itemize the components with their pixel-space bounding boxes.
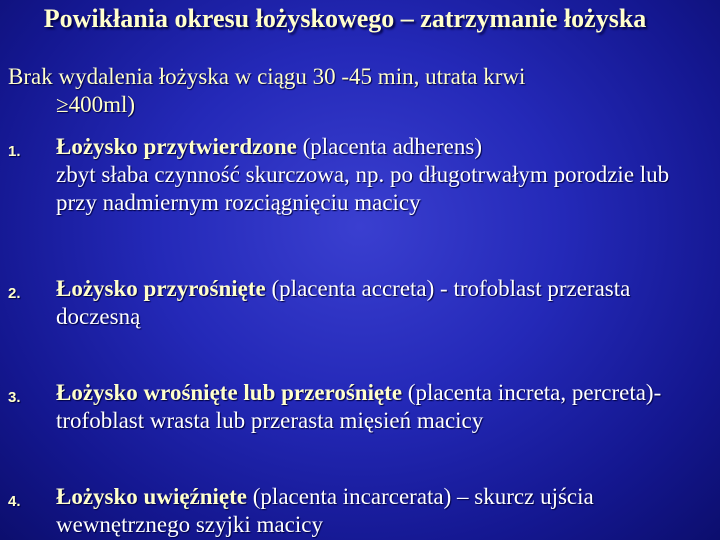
list-item-heading xyxy=(56,379,708,435)
list-item-rest: (placenta increta, percreta)- trofoblast wrasta lub przerasta mięsień macicy xyxy=(56,380,662,433)
list-item-bold: Łożysko uwięźnięte xyxy=(56,484,248,509)
list-item-rest: (placenta adherens) xyxy=(296,134,482,159)
intro-line-2: ≥400ml) xyxy=(56,92,136,117)
list-item-heading xyxy=(56,133,708,161)
list-item-3 xyxy=(8,379,708,435)
intro-line-1: Brak wydalenia łożyska w ciągu 30 -45 min, utrata krwi xyxy=(8,64,526,89)
list-item-2 xyxy=(8,275,708,331)
list-item-bold: Łożysko wrośnięte lub przerośnięte xyxy=(56,380,403,405)
list-item-1 xyxy=(8,133,708,217)
list-item-bold: Łożysko przytwierdzone xyxy=(56,134,297,159)
list-item-rest: (placenta accreta) - trofoblast przerasta doczesną xyxy=(56,276,631,329)
list-item-bold: Łożysko przyrośnięte xyxy=(56,276,266,301)
list-item-heading xyxy=(56,483,708,539)
list-item-4 xyxy=(8,483,708,539)
list-number: 3. xyxy=(8,389,21,406)
list-number: 1. xyxy=(8,143,21,160)
intro-text xyxy=(8,63,708,119)
slide-title: Powikłania okresu łożyskowego – zatrzymanie łożyska xyxy=(43,4,647,33)
list-item-rest: (placenta incarcerata) – skurcz ujścia wewnętrznego szyjki macicy xyxy=(56,484,594,537)
list-item-heading xyxy=(56,275,708,331)
list-item-description: zbyt słaba czynność skurczowa, np. po długotrwałym porodzie lub przy nadmiernym rozciągnięciu macicy xyxy=(56,162,670,215)
list-number: 2. xyxy=(8,285,21,302)
list-number: 4. xyxy=(8,493,21,510)
